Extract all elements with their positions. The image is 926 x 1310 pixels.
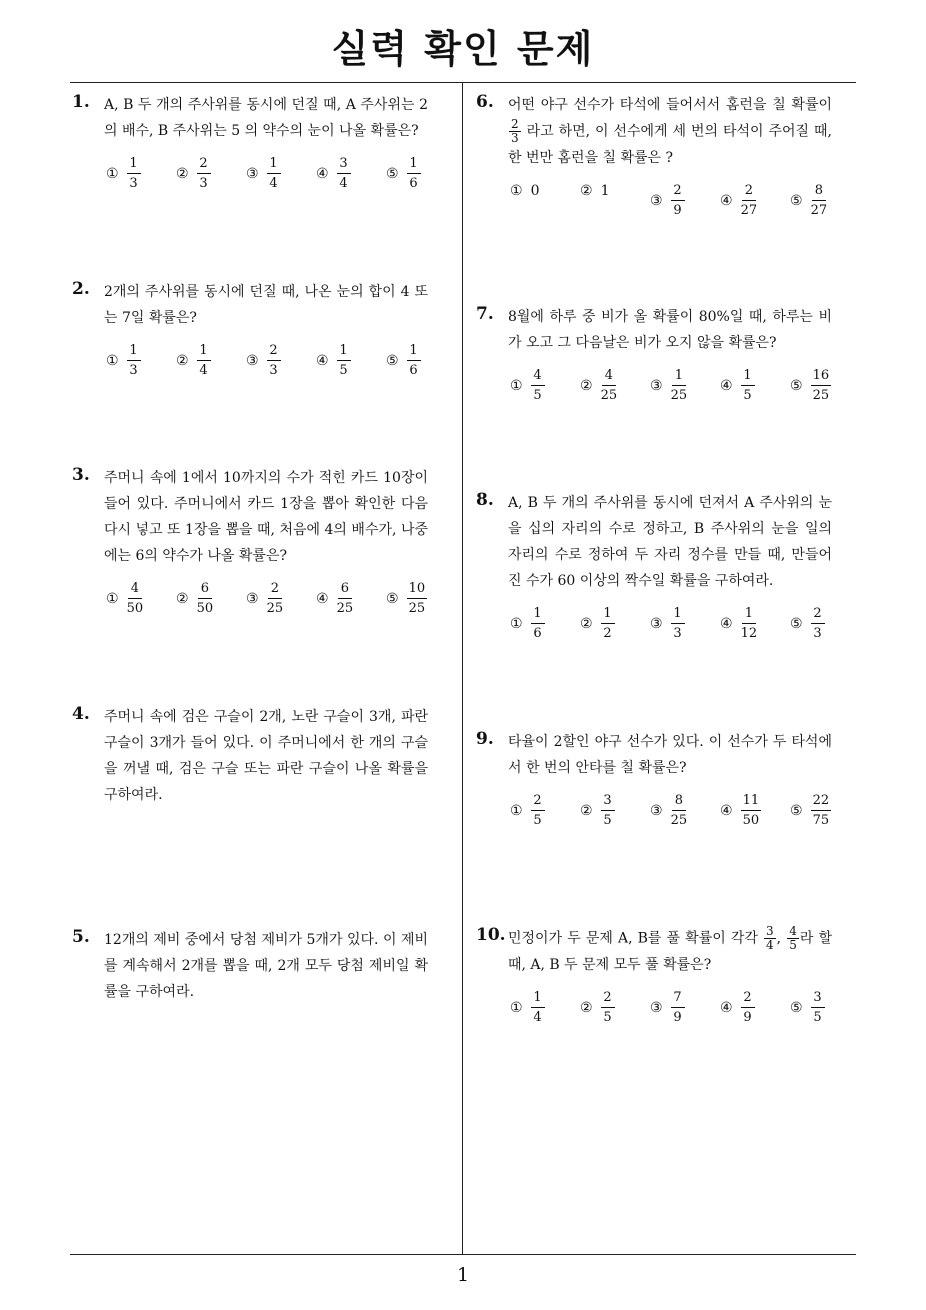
- fraction-numerator: 2: [267, 343, 281, 361]
- fraction-denominator: 5: [533, 388, 542, 403]
- fraction-numerator: 1: [127, 156, 141, 174]
- choice-3: [246, 343, 281, 379]
- choice-2: [580, 990, 615, 1026]
- fraction-denominator: 4: [269, 176, 278, 191]
- choice-mark: ①: [510, 378, 523, 394]
- choice-fraction: [741, 990, 755, 1026]
- fraction-numerator: 7: [671, 990, 685, 1008]
- question-number: 8.: [476, 490, 494, 510]
- choice-1: [510, 793, 545, 829]
- question-number: 10.: [476, 925, 506, 945]
- choice-mark: ①: [510, 183, 523, 199]
- question-2: [72, 279, 428, 385]
- fraction-denominator: 5: [339, 363, 348, 378]
- choice-fraction: [601, 606, 615, 642]
- choice-mark: ④: [720, 193, 733, 209]
- choice-5: [790, 606, 825, 642]
- question-text-part: 어떤 야구 선수가 타석에 들어서서 홈런을 칠 확률이: [508, 97, 832, 113]
- fraction-denominator: 6: [409, 363, 418, 378]
- choice-fraction: [407, 581, 428, 617]
- question-8: [476, 490, 832, 648]
- choice-5: [790, 793, 831, 829]
- choice-5: [790, 183, 827, 219]
- choice-mark: ③: [246, 591, 259, 607]
- choice-4: [720, 793, 761, 829]
- choice-fraction: [671, 990, 685, 1026]
- choice-fraction: [741, 368, 755, 404]
- choice-mark: ③: [650, 193, 663, 209]
- fraction-denominator: 5: [603, 813, 612, 828]
- bottom-rule: [70, 1254, 856, 1255]
- choice-mark: ④: [316, 591, 329, 607]
- fraction-numerator: 1: [672, 368, 686, 386]
- question-text: 타율이 2할인 야구 선수가 있다. 이 선수가 두 타석에서 한 번의 안타를 칠 확률은?: [508, 734, 832, 776]
- fraction-denominator: 4: [339, 176, 348, 191]
- fraction-denominator: 25: [600, 388, 618, 403]
- fraction-denominator: 50: [742, 813, 760, 828]
- question-4: [72, 704, 428, 808]
- choice-mark: ②: [580, 803, 593, 819]
- choice-fraction: [531, 990, 545, 1026]
- question-1: [72, 92, 428, 198]
- question-6: [476, 92, 832, 225]
- fraction-denominator: 12: [740, 626, 758, 641]
- choice-fraction: [407, 343, 421, 379]
- fraction-numerator: 1: [742, 606, 756, 624]
- choice-5: [790, 990, 825, 1026]
- fraction-denominator: 3: [673, 626, 682, 641]
- choice-fraction: [671, 368, 688, 404]
- column-divider: [462, 82, 463, 1254]
- choice-mark: ③: [650, 803, 663, 819]
- choice-mark: ③: [650, 1000, 663, 1016]
- choice-2: [176, 156, 211, 192]
- choice-fraction: [337, 343, 351, 379]
- choice-mark: ④: [720, 378, 733, 394]
- inline-fraction: [509, 118, 521, 145]
- choice-fraction: [811, 606, 825, 642]
- inline-fraction: [764, 925, 776, 952]
- choice-mark: ③: [246, 166, 259, 182]
- choice-fraction: [531, 368, 545, 404]
- choice-list: [510, 990, 832, 1032]
- choice-mark: ⑤: [790, 616, 803, 632]
- fraction-denominator: 5: [603, 1010, 612, 1025]
- choice-3: [650, 793, 687, 829]
- inline-fraction: [787, 925, 799, 952]
- fraction-denominator: 25: [812, 388, 830, 403]
- fraction-numerator: 2: [811, 606, 825, 624]
- inline-fraction-numerator: 4: [789, 924, 797, 938]
- fraction-denominator: 25: [670, 813, 688, 828]
- page-title: 실력 확인 문제: [331, 27, 595, 71]
- fraction-numerator: 1: [407, 343, 421, 361]
- question-9: [476, 729, 832, 835]
- fraction-numerator: 2: [741, 990, 755, 1008]
- choice-mark: ⑤: [790, 803, 803, 819]
- choice-list: [510, 368, 832, 410]
- question-number: 1.: [72, 92, 90, 112]
- question-number: 5.: [72, 927, 90, 947]
- fraction-numerator: 2: [742, 183, 756, 201]
- question-7: [476, 304, 832, 410]
- choice-fraction: [531, 606, 545, 642]
- choice-list: [510, 183, 832, 225]
- choice-mark: ①: [510, 1000, 523, 1016]
- choice-mark: ②: [176, 166, 189, 182]
- question-number: 2.: [72, 279, 90, 299]
- choice-3: [246, 156, 281, 192]
- fraction-numerator: 4: [128, 581, 142, 599]
- choice-4: [316, 156, 351, 192]
- inline-fraction-denominator: 5: [789, 938, 797, 952]
- fraction-denominator: 5: [813, 1010, 822, 1025]
- choice-mark: ④: [316, 353, 329, 369]
- fraction-numerator: 6: [198, 581, 212, 599]
- choice-2: [580, 793, 615, 829]
- question-text: 12개의 제비 중에서 당첨 제비가 5개가 있다. 이 제비를 계속해서 2개를 뽑을 때, 2개 모두 당첨 제비일 확률을 구하여라.: [104, 932, 428, 1000]
- choice-fraction: [671, 606, 685, 642]
- choice-fraction: [671, 793, 688, 829]
- choice-mark: ②: [580, 1000, 593, 1016]
- fraction-denominator: 50: [126, 601, 144, 616]
- choice-mark: ④: [316, 166, 329, 182]
- choice-mark: ②: [580, 183, 593, 199]
- choice-mark: ②: [580, 616, 593, 632]
- choice-fraction: [601, 793, 615, 829]
- choice-4: [316, 581, 353, 617]
- choice-1: [510, 183, 539, 199]
- choice-mark: ③: [650, 616, 663, 632]
- question-5: [72, 927, 428, 1005]
- question-text-part: 라 할 때, A, B 두 문제 모두 풀 확률은?: [508, 930, 832, 973]
- fraction-numerator: 2: [268, 581, 282, 599]
- choice-mark: ②: [580, 378, 593, 394]
- choice-fraction: [741, 183, 758, 219]
- choice-fraction: [197, 343, 211, 379]
- choice-fraction: [811, 990, 825, 1026]
- fraction-numerator: 22: [811, 793, 832, 811]
- choice-1: [106, 343, 141, 379]
- fraction-denominator: 50: [196, 601, 214, 616]
- fraction-numerator: 8: [812, 183, 826, 201]
- question-text-part: ,: [776, 930, 787, 947]
- fraction-numerator: 2: [671, 183, 685, 201]
- fraction-numerator: 16: [811, 368, 832, 386]
- fraction-numerator: 1: [671, 606, 685, 624]
- choice-list: [510, 793, 832, 835]
- fraction-numerator: 1: [337, 343, 351, 361]
- fraction-numerator: 4: [602, 368, 616, 386]
- fraction-denominator: 6: [533, 626, 542, 641]
- fraction-numerator: 3: [811, 990, 825, 1008]
- question-number: 4.: [72, 704, 90, 724]
- choice-fraction: [197, 581, 214, 617]
- choice-mark: ④: [720, 616, 733, 632]
- fraction-numerator: 1: [531, 990, 545, 1008]
- choice-fraction: [267, 581, 284, 617]
- choice-list: [106, 156, 428, 198]
- fraction-denominator: 25: [336, 601, 354, 616]
- fraction-denominator: 25: [408, 601, 426, 616]
- choice-fraction: [671, 183, 685, 219]
- choice-fraction: [811, 183, 828, 219]
- fraction-denominator: 6: [409, 176, 418, 191]
- fraction-denominator: 9: [743, 1010, 752, 1025]
- fraction-denominator: 3: [199, 176, 208, 191]
- choice-fraction: [741, 793, 762, 829]
- top-rule: [70, 82, 856, 83]
- question-text: [508, 925, 832, 978]
- choice-3: [246, 581, 283, 617]
- choice-1: [510, 990, 545, 1026]
- inline-fraction-denominator: 3: [511, 131, 519, 145]
- question-text: A, B 두 개의 주사위를 동시에 던질 때, A 주사위는 2 의 배수, B 주사위는 5 의 약수의 눈이 나올 확률은?: [104, 97, 428, 139]
- question-3: [72, 465, 428, 623]
- fraction-denominator: 25: [266, 601, 284, 616]
- fraction-numerator: 2: [531, 793, 545, 811]
- inline-fraction-numerator: 3: [766, 924, 774, 938]
- choice-mark: ①: [510, 616, 523, 632]
- choice-mark: ⑤: [386, 591, 399, 607]
- fraction-denominator: 4: [533, 1010, 542, 1025]
- choice-5: [386, 343, 421, 379]
- fraction-numerator: 2: [601, 990, 615, 1008]
- choice-list: [106, 581, 428, 623]
- choice-4: [316, 343, 351, 379]
- question-text: [508, 92, 832, 171]
- question-text: 주머니 속에 검은 구슬이 2개, 노란 구슬이 3개, 파란 구슬이 3개가 들어 있다. 이 주머니에서 한 개의 구슬을 꺼낼 때, 검은 구슬 또는 파란 구슬이 나올 확률을 구하여라.: [104, 709, 428, 803]
- choice-1: [510, 368, 545, 404]
- fraction-numerator: 1: [197, 343, 211, 361]
- fraction-denominator: 3: [129, 176, 138, 191]
- choice-mark: ①: [106, 353, 119, 369]
- question-10: [476, 925, 832, 1032]
- fraction-numerator: 1: [741, 368, 755, 386]
- choice-fraction: [127, 343, 141, 379]
- choice-fraction: [601, 990, 615, 1026]
- choice-3: [650, 368, 687, 404]
- choice-mark: ③: [246, 353, 259, 369]
- choice-4: [720, 368, 755, 404]
- choice-2: [580, 368, 617, 404]
- choice-mark: ③: [650, 378, 663, 394]
- choice-fraction: [127, 581, 144, 617]
- choice-3: [650, 183, 685, 219]
- choice-fraction: [811, 368, 832, 404]
- choice-mark: ①: [510, 803, 523, 819]
- question-text-part: 민정이가 두 문제 A, B를 풀 확률이 각각: [508, 930, 763, 947]
- choice-mark: ⑤: [790, 1000, 803, 1016]
- choice-mark: ②: [176, 591, 189, 607]
- choice-mark: ④: [720, 803, 733, 819]
- choice-list: [106, 343, 428, 385]
- choice-3: [650, 606, 685, 642]
- choice-mark: ⑤: [386, 166, 399, 182]
- choice-fraction: [267, 156, 281, 192]
- fraction-denominator: 25: [670, 388, 688, 403]
- choice-mark: ②: [176, 353, 189, 369]
- fraction-denominator: 2: [603, 626, 612, 641]
- question-text: 8월에 하루 중 비가 올 확률이 80%일 때, 하루는 비가 오고 그 다음날은 비가 오지 않을 확률은?: [508, 309, 832, 351]
- inline-fraction-denominator: 4: [766, 938, 774, 952]
- choice-mark: ④: [720, 1000, 733, 1016]
- fraction-denominator: 9: [673, 1010, 682, 1025]
- choice-1: [106, 581, 143, 617]
- choice-fraction: [337, 156, 351, 192]
- question-number: 7.: [476, 304, 494, 324]
- choice-mark: ⑤: [790, 378, 803, 394]
- choice-fraction: [337, 581, 354, 617]
- choice-2: [580, 183, 609, 199]
- choice-fraction: [811, 793, 832, 829]
- fraction-numerator: 1: [531, 606, 545, 624]
- choice-fraction: [197, 156, 211, 192]
- fraction-numerator: 8: [672, 793, 686, 811]
- choice-fraction: [267, 343, 281, 379]
- choice-fraction: [407, 156, 421, 192]
- fraction-numerator: 2: [197, 156, 211, 174]
- choice-value: 1: [600, 183, 610, 199]
- question-number: 9.: [476, 729, 494, 749]
- fraction-denominator: 3: [269, 363, 278, 378]
- fraction-denominator: 27: [740, 203, 758, 218]
- fraction-numerator: 10: [407, 581, 428, 599]
- fraction-denominator: 27: [810, 203, 828, 218]
- fraction-numerator: 1: [601, 606, 615, 624]
- choice-fraction: [741, 606, 758, 642]
- choice-3: [650, 990, 685, 1026]
- choice-value: 0: [530, 183, 540, 199]
- choice-5: [790, 368, 831, 404]
- choice-fraction: [127, 156, 141, 192]
- choice-5: [386, 581, 427, 617]
- choice-mark: ①: [106, 591, 119, 607]
- inline-fraction-numerator: 2: [511, 117, 519, 131]
- choice-5: [386, 156, 421, 192]
- choice-mark: ⑤: [790, 193, 803, 209]
- fraction-numerator: 3: [601, 793, 615, 811]
- choice-4: [720, 606, 757, 642]
- choice-fraction: [601, 368, 618, 404]
- choice-1: [510, 606, 545, 642]
- fraction-numerator: 11: [741, 793, 762, 811]
- question-number: 6.: [476, 92, 494, 112]
- choice-4: [720, 183, 757, 219]
- choice-2: [580, 606, 615, 642]
- question-text: A, B 두 개의 주사위를 동시에 던져서 A 주사위의 눈을 십의 자리의 수로 정하고, B 주사위의 눈을 일의 자리의 수로 정하여 두 자리 정수를 만들 때, 만들어진 수가 60 이상의 짝수일 확률을 구하여라.: [508, 495, 832, 589]
- choice-4: [720, 990, 755, 1026]
- fraction-denominator: 5: [743, 388, 752, 403]
- fraction-numerator: 6: [338, 581, 352, 599]
- choice-list: [510, 606, 832, 648]
- page-number: 1: [456, 1264, 470, 1286]
- question-text-part: 라고 하면, 이 선수에게 세 번의 타석이 주어질 때, 한 번만 홈런을 칠 확률은 ?: [508, 123, 832, 166]
- fraction-numerator: 4: [531, 368, 545, 386]
- fraction-denominator: 3: [813, 626, 822, 641]
- fraction-numerator: 1: [127, 343, 141, 361]
- choice-fraction: [531, 793, 545, 829]
- fraction-numerator: 3: [337, 156, 351, 174]
- question-number: 3.: [72, 465, 90, 485]
- choice-2: [176, 343, 211, 379]
- fraction-numerator: 1: [267, 156, 281, 174]
- fraction-denominator: 5: [533, 813, 542, 828]
- choice-2: [176, 581, 213, 617]
- fraction-denominator: 3: [129, 363, 138, 378]
- choice-mark: ①: [106, 166, 119, 182]
- choice-1: [106, 156, 141, 192]
- choice-mark: ⑤: [386, 353, 399, 369]
- question-text: 주머니 속에 1에서 10까지의 수가 적힌 카드 10장이 들어 있다. 주머니에서 카드 1장을 뽑아 확인한 다음 다시 넣고 또 1장을 뽑을 때, 처음에 4의 배수가, 나중에는 6의 약수가 나올 확률은?: [104, 470, 428, 564]
- fraction-denominator: 9: [673, 203, 682, 218]
- fraction-numerator: 1: [407, 156, 421, 174]
- fraction-denominator: 4: [199, 363, 208, 378]
- question-text: 2개의 주사위를 동시에 던질 때, 나온 눈의 합이 4 또는 7일 확률은?: [104, 284, 428, 326]
- fraction-denominator: 75: [812, 813, 830, 828]
